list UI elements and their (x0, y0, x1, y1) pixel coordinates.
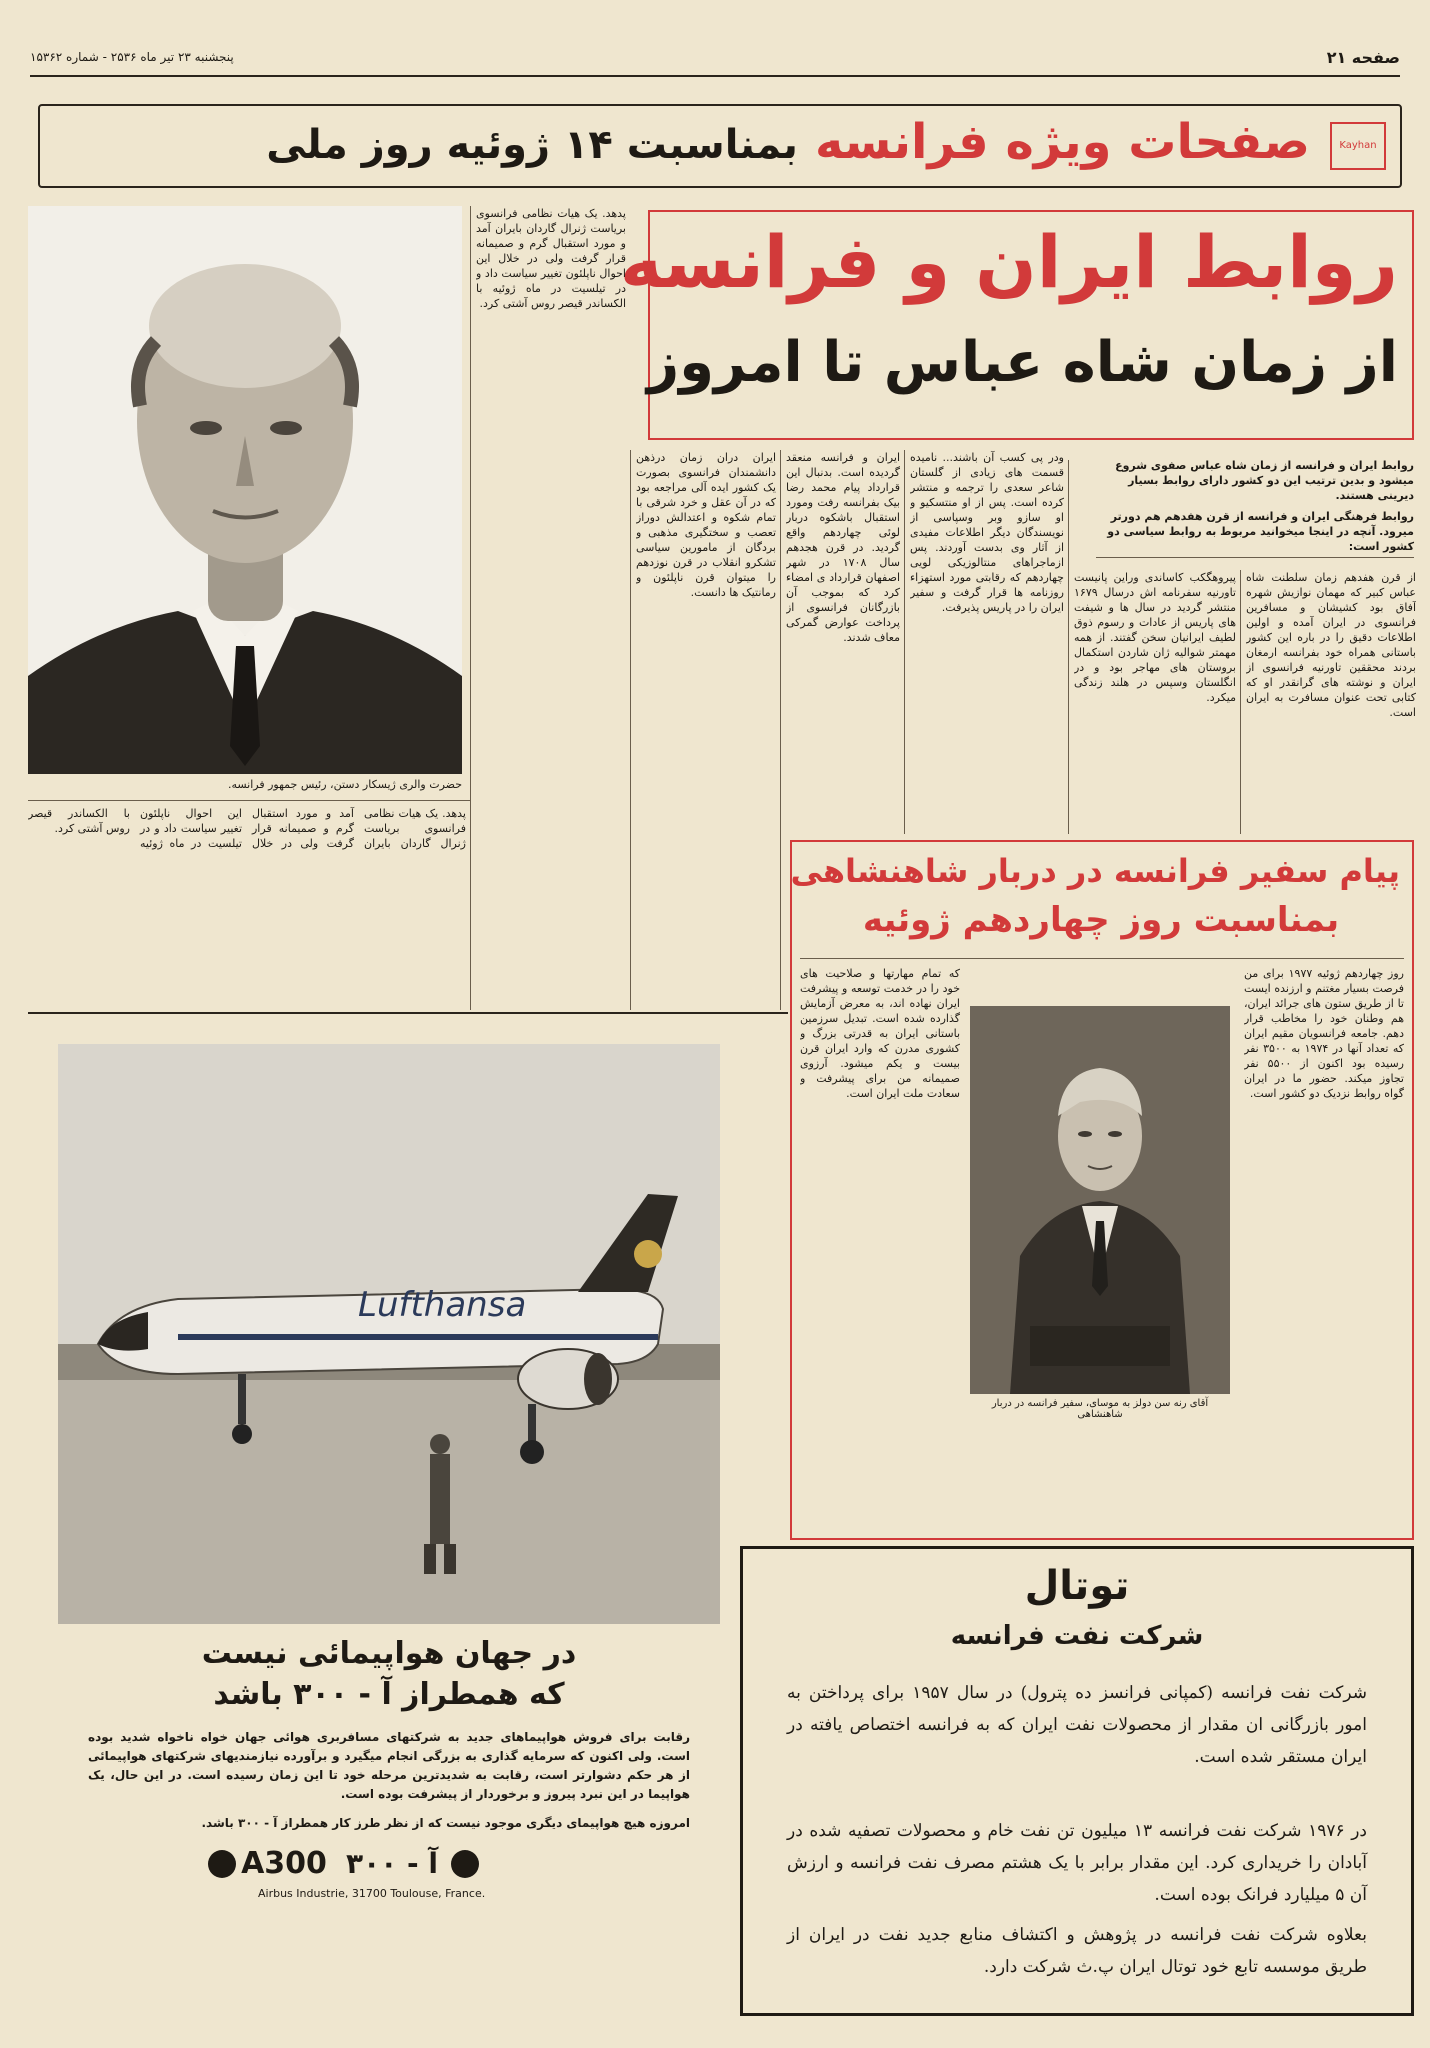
airplane-illustration (58, 1044, 720, 1624)
total-paragraph-3: بعلاوه شرکت نفت فرانسه در پژوهش و اکتشاف منابع جدید نفت در ایران از طریق موسسه تابع خود توتال ایران پ.ث شرکت دارد. (787, 1925, 1367, 1977)
portrait-caption: حضرت والری ژیسکار دستن، رئیس جمهور فرانسه. (227, 778, 462, 791)
lead-paragraph-2: روابط فرهنگی ایران و فرانسه از قرن هفدهم هم دورتر میرود. آنچه در اینجا میخوانید مربوط به روابط سیاسی دو کشور است: (1107, 510, 1414, 553)
airbus-ad (58, 1636, 720, 1986)
col-rule (1068, 460, 1069, 834)
article-col-5: ایران دران زمان درذهن دانشمندان فرانسوی بصورت یک کشور ایده آلی مراجعه بود که در آن عقل و خرد شرقی با تمام شکوه و اعتدالش دوراز تعصب و سختگیری مذهبی و بردگان از مامورین سیاسی تشکرو انقلاب در قرن نوزدهم را میتوان قرن ناپلئون و رمانتیک ها دانست. (636, 451, 776, 599)
ambassador-col-left: که تمام مهارتها و صلاحیت های خود را در خدمت توسعه و پیشرفت ایران نهاده اند، به معرض آزمایش گذارده شده است. تبدیل سرزمین باستانی ایران به قدرتی بزرگ و کشوری مدرن که وارد ایران قرن بیست و یکم میشود. آرزوی صمیمانه من برای پیشرفت و سعادت ملت ایران است. (800, 967, 960, 1100)
main-headline-box (619, 210, 1414, 440)
airbus-headline-1: در جهان هواپیمائی نیست (201, 1636, 577, 1671)
ambassador-subhead: بمناسبت روز چهاردهم ژوئیه (862, 900, 1340, 940)
plane-livery: Lufthansa (358, 1285, 527, 1325)
ambassador-photo (970, 1006, 1230, 1394)
page-label: صفحه ۲۱ (1326, 48, 1400, 67)
portrait-bottom-rule (28, 800, 470, 801)
banner-title-red: صفحات ویژه فرانسه (815, 114, 1310, 170)
airbus-logo (58, 1846, 720, 1881)
article-col-6: پدهد. یک هیات نظامی فرانسوی بریاست ژنرال گاردان بایران آمد و مورد استقبال گرم و صمیمانه قرار گرفت ولی در خلال این احوال ناپلئون تغییر سیاست داد و در تیلسیت در ماه ژوئیه با الکساندر قیصر روس آشتی کرد. (476, 207, 626, 310)
airbus-tagline: امروزه هیچ هواپیمای دیگری موجود نیست که از نظر طرز کار همطراز آ - ۳۰۰ باشد. (201, 1816, 690, 1830)
upper-section-rule (28, 1012, 788, 1014)
ambassador-col-right: روز چهاردهم ژوئیه ۱۹۷۷ برای من فرصت بسیار مغتنم و ارزنده ایست تا از طریق ستون های جرائد ایران، هم وطنان خود را مخاطب قرار دهم. جامعه فرانسویان مقیم ایران که تعداد آنها در ۱۹۷۴ به ۳۵۰۰ نفر رسیده بود اکنون از ۵۵۰۰ نفر تجاوز میکند. حضور ما در ایران گواه روابط نزدیک دو کشور است. (1244, 967, 1404, 1100)
ambassador-box (790, 840, 1414, 1540)
airbus-body: رقابت برای فروش هواپیماهای جدید به شرکتهای مسافربری هوائی جهان خواه ناخواه شدید بوده است. ولی اکنون که سرمایه گذاری به بزرگی انجام میگیرد و برآورده نیازمندیهای شرکتهای هواپیمائی از هر حکم دشوارتر است، رقابت به شدیدترین مرحله خود تا این زمان رسیده است. در این حال، یک هواپیما در این نبرد پیروز و برخوردار از پیشرفت بوده است. (88, 1730, 690, 1801)
header-rule (30, 75, 1400, 77)
ambassador-rule (800, 958, 1404, 959)
article-col-2: پیروهگکب کاساندی وراین پانیست تاورنیه سفرنامه اش درسال ۱۶۷۹ منتشر گردید در سال ها و شیفت های پاریس از عادات و رسوم ذوق لطیف ایرانیان سخن گفتند. از همه مهمتر شوالیه ژان شاردن استکمال بروستان های مهاجر بود و در انگلستان وسپس در هلند زندگی میکرد. (1074, 571, 1236, 704)
date-line: پنجشنبه ۲۳ تیر ماه ۲۵۳۶ - شماره ۱۵۳۶۲ (30, 50, 234, 64)
main-headline: روابط ایران و فرانسه (619, 220, 1398, 304)
total-ad (740, 1546, 1414, 2016)
col-rule (470, 206, 471, 1010)
banner-emblem: Kayhan (1330, 122, 1386, 170)
article-col-6-continued: پدهد. یک هیات نظامی فرانسوی بریاست ژنرال گاردان بایران آمد و مورد استقبال گرم و صمیمانه قرار گرفت ولی در خلال این احوال ناپلئون تغییر سیاست داد و در تیلسیت در ماه ژوئیه با الکساندر قیصر روس آشتی کرد. (28, 807, 466, 850)
portrait-photo (28, 206, 462, 774)
airbus-logo-persian: آ - ۳۰۰ (346, 1847, 439, 1880)
col-rule (780, 450, 781, 1010)
airplane-photo (58, 1044, 720, 1624)
total-title: توتال (1024, 1563, 1130, 1609)
col-rule (1240, 570, 1241, 834)
banner-title-black: بمناسبت ۱۴ ژوئیه روز ملی (266, 122, 798, 168)
total-paragraph-2: در ۱۹۷۶ شرکت نفت فرانسه ۱۳ میلیون تن نفت خام و محصولات تصفیه شده در آبادان را خریداری کرد. این مقدار برابر با یک هشتم مصرف نفت فرانسه و ارزش آن ۵ میلیارد فرانک بوده است. (787, 1821, 1367, 1905)
airbus-company-line: Airbus Industrie, 31700 Toulouse, France. (258, 1887, 486, 1900)
banner (38, 104, 1402, 188)
airbus-logo-latin: A300 (241, 1846, 327, 1881)
ambassador-illustration (970, 1006, 1230, 1394)
article-col-4: ایران و فرانسه منعقد گردیده است. بدنبال این قرارداد پیام محمد رضا بیک بفرانسه رفت ومورد استقبال باشکوه دربار لوئی چهاردهم واقع گردید. در قرن هجدهم سال ۱۷۰۸ در شهر اصفهان قرارداد ی امضاء کرد که بموجب آن بازرگانان فرانسوی از پرداخت عوارض گمرکی معاف شدند. (786, 451, 900, 644)
page-header (30, 46, 1400, 74)
total-subtitle: شرکت نفت فرانسه (950, 1621, 1204, 1651)
main-subhead: از زمان شاه عباس تا امروز (646, 330, 1398, 395)
total-paragraph-1: شرکت نفت فرانسه (کمپانی فرانسز ده پترول) در سال ۱۹۵۷ برای پرداختن به امور بازرگانی ان مقدار از محصولات نفت ایران که به فرانسه اختصاص یافته در ایران مستقر شده است. (787, 1683, 1368, 1767)
airbus-headline-2: که همطراز آ - ۳۰۰ باشد (213, 1677, 565, 1712)
article-col-1: از قرن هفدهم زمان سلطنت شاه عباس کبیر که مهمان نوازیش شهره آفاق بود کشیشان و مسافرین فرانسوی در ایران آمده و اولین اطلاعات دقیق را در باره این کشور باستانی همراه خود بفرانسه ارمغان بردند محققین تاورنیه فرانسوی از ایران و نوشته های گرانقدر او که کتابی تحت عنوان مسافرت به ایران است. (1246, 571, 1416, 719)
airbus-logo-icon-2 (451, 1850, 479, 1878)
col-rule (630, 450, 631, 1010)
article-col-3: ودر پی کسب آن باشند... نامیده قسمت های زیادی از گلستان شاعر سعدی را ترجمه و منتشر کرده است. پس از او منتسکیو و او سازو وبر وسپاسی از نویسندگان دیگر اطلاعات مفیدی از آثار وی بدست آوردند. پس ازماجراهای منتالوزیکی لویی چهاردهم که رقابتی مورد استهزاء روزنامه ها قرار گرفت و سفیر ایران را در پاریس پذیرفت. (910, 451, 1064, 614)
col-rule (904, 450, 905, 834)
banner-title (60, 114, 1310, 178)
lead-paragraph-1: روابط ایران و فرانسه از زمان شاه عباس صفوی شروع میشود و بدین ترتیب این دو کشور دارای روابط بسیار دیرینی هستند. (1115, 459, 1414, 502)
airbus-logo-icon (208, 1850, 236, 1878)
ambassador-headline: پیام سفیر فرانسه در دربار شاهنشاهی (790, 852, 1400, 890)
ambassador-photo-caption: آقای رنه سن دولز به موسای، سفیر فرانسه در دربار شاهنشاهی (991, 1398, 1209, 1420)
portrait-illustration (28, 206, 462, 774)
lead-box (1096, 458, 1414, 558)
